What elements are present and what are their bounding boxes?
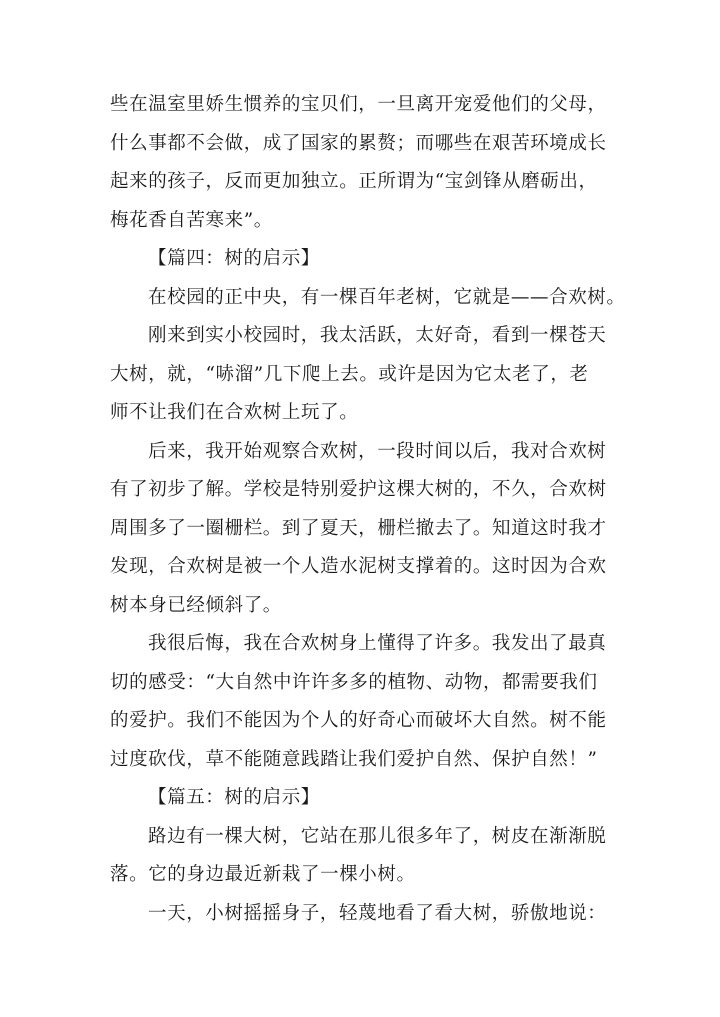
- paragraph-line: 后来，我开始观察合欢树，一段时间以后，我对合欢树: [148, 440, 607, 462]
- document-body: [110, 86, 626, 933]
- paragraph-line: 刚来到实小校园时，我太活跃，太好奇，看到一棵苍天: [148, 325, 607, 346]
- paragraph-line: 在校园的正中央，有一棵百年老树，它就是——合欢树。: [148, 286, 626, 308]
- paragraph-line: 师不让我们在合欢树上玩了。: [110, 402, 359, 423]
- paragraph-line: 路边有一棵大树，它站在那儿很多年了，树皮在渐渐脱: [148, 825, 607, 847]
- paragraph-line: 有了初步了解。学校是特别爱护这棵大树的，不久，合欢树: [110, 479, 607, 500]
- paragraph-line: 些在温室里娇生惯养的宝贝们，一旦离开宠爱他们的父母，: [110, 94, 607, 115]
- paragraph-line: 的爱护。我们不能因为个人的好奇心而破坏大自然。树不能: [110, 710, 607, 731]
- paragraph-line: 什么事都不会做，成了国家的累赘；而哪些在艰苦环境成长: [110, 132, 607, 154]
- section-heading-4: 【篇四：树的启示】: [148, 248, 320, 269]
- paragraph-line: 过度砍伐，草不能随意践踏让我们爱护自然、保护自然！”: [110, 748, 598, 770]
- paragraph-line: 发现，合欢树是被一个人造水泥树支撑着的。这时因为合欢: [110, 556, 607, 577]
- paragraph-line: 大树，就，“哧溜”几下爬上去。或许是因为它太老了，老: [110, 363, 589, 385]
- paragraph-line: 切的感受：“大自然中许许多多的植物、动物，都需要我们: [110, 671, 598, 693]
- paragraph-line: 起来的孩子，反而更加独立。正所谓为“宝剑锋从磨砺出，: [110, 171, 598, 192]
- paragraph-line: 我很后悔，我在合欢树身上懂得了许多。我发出了最真: [148, 633, 607, 654]
- paragraph-line: 周围多了一圈栅栏。到了夏天，栅栏撤去了。知道这时我才: [110, 517, 607, 539]
- section-heading-5: 【篇五：树的启示】: [148, 787, 320, 808]
- paragraph-line: 树本身已经倾斜了。: [110, 594, 282, 616]
- paragraph-line: 梅花香自苦寒来”。: [110, 209, 273, 231]
- paragraph-line: 落。它的身边最近新栽了一棵小树。: [110, 864, 416, 885]
- paragraph-line: 一天，小树摇摇身子，轻蔑地看了看大树，骄傲地说：: [148, 902, 607, 924]
